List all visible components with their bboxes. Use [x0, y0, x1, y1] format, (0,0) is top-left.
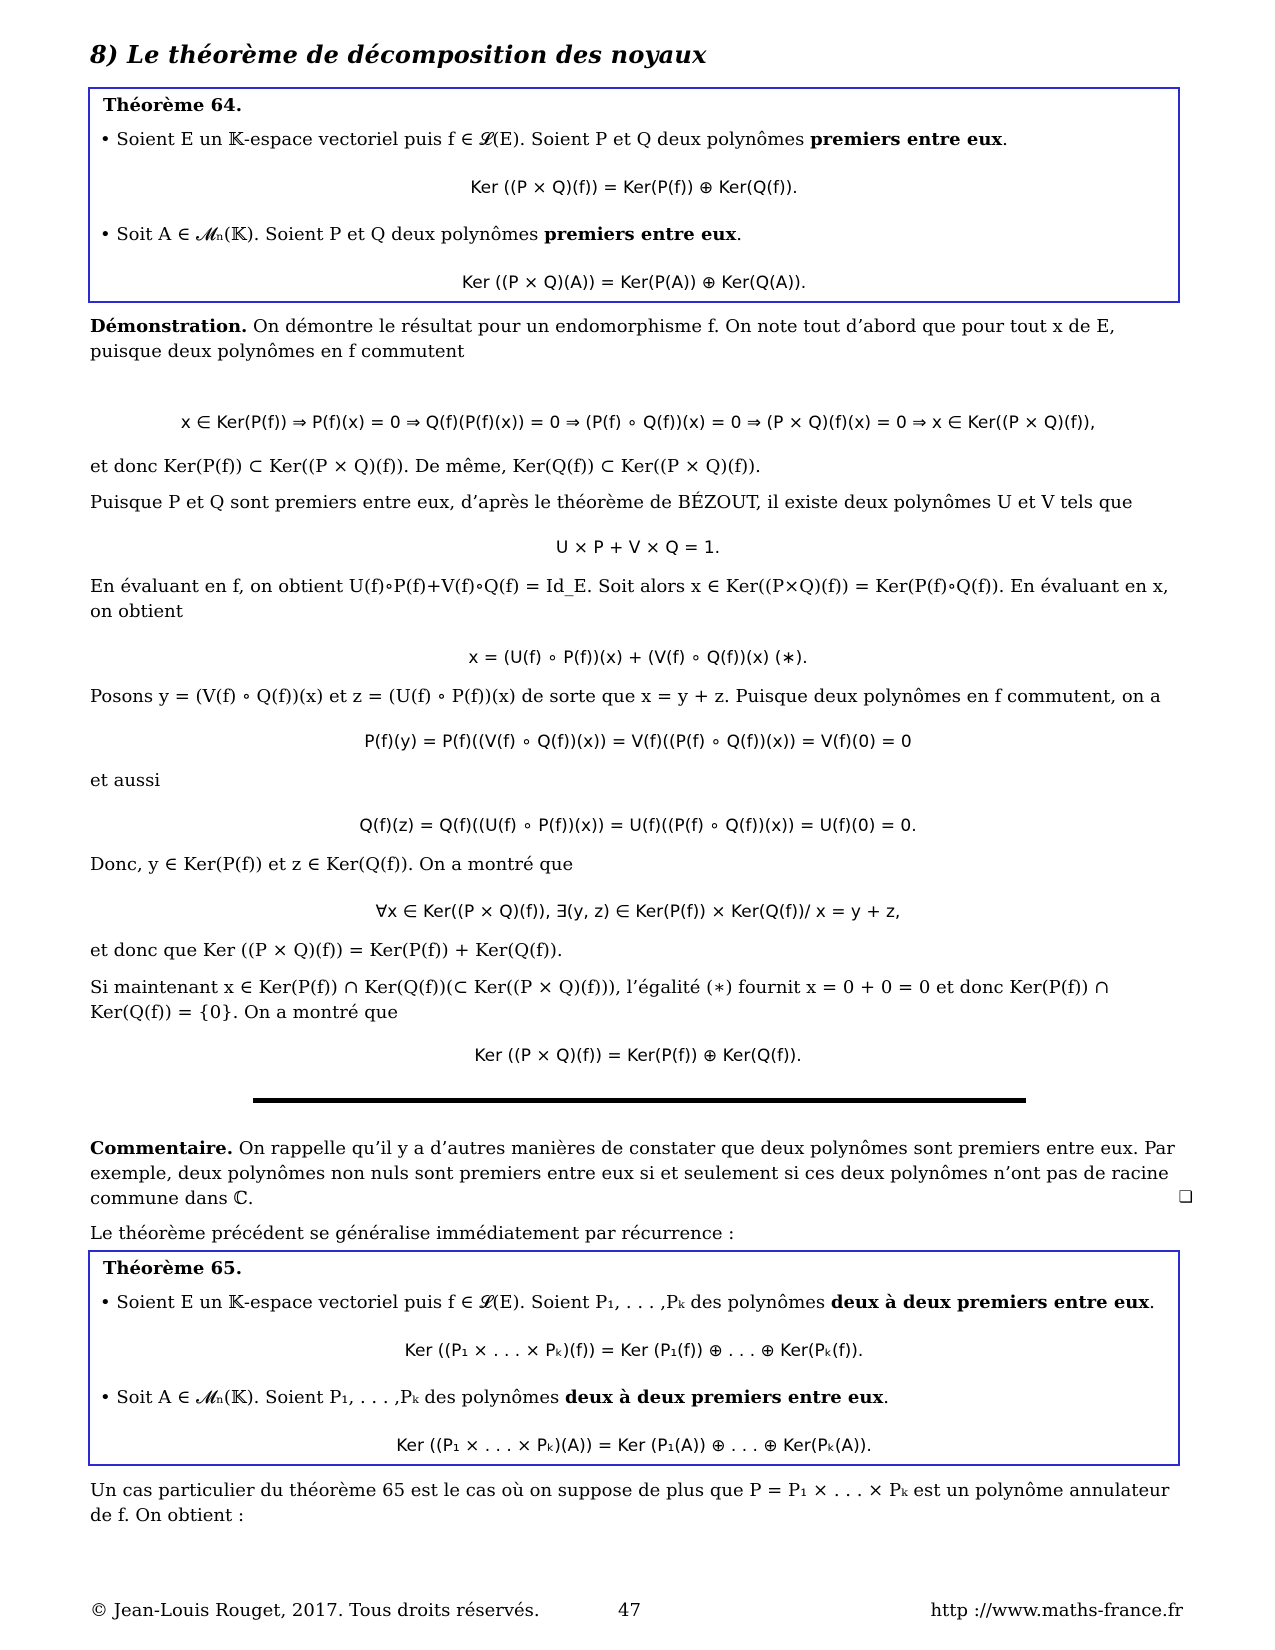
demo-line-5: Posons y = (V(f) ∘ Q(f))(x) et z = (U(f) ∘ P(f))(x) de sorte que x = y + z. Puisque deux polynômes en f commutent, on a — [90, 686, 1161, 707]
comment-paragraph: Commentaire. On rappelle qu’il y a d’autres manières de constater que deux polynômes sont premiers entre eux. Par exemple, deux polynômes non nuls sont premiers entre eux si et seulement si ces deux polynômes n’ont pas de racine commune dans ℂ. — [90, 1138, 1175, 1209]
demo-line-3: Puisque P et Q sont premiers entre eux, d’après le théorème de BÉZOUT, il existe deux polynômes U et V tels que — [90, 492, 1133, 513]
demo-line-7: Donc, y ∈ Ker(P(f)) et z ∈ Ker(Q(f)). On a montré que — [90, 854, 574, 875]
demo-equation-5: Q(f)(z) = Q(f)((U(f) ∘ P(f))(x)) = U(f)((P(f) ∘ Q(f))(x)) = U(f)(0) = 0. — [359, 816, 917, 836]
demo-line-4: En évaluant en f, on obtient U(f)∘P(f)+V(f)∘Q(f) = Id_E. Soit alors x ∈ Ker((P×Q)(f)) = Ker(P(f)∘Q(f)). En évaluant en x, on obtient — [90, 576, 1169, 622]
theorem-64-item-2: • Soit A ∈ 𝓜ₙ(𝕂). Soient P et Q deux polynômes premiers entre eux. — [100, 224, 742, 245]
theorem-65-formula-2: Ker ((P₁ × . . . × Pₖ)(A)) = Ker (P₁(A)) ⊕ . . . ⊕ Ker(Pₖ(A)). — [396, 1436, 872, 1456]
demo-line-6: et aussi — [90, 770, 161, 791]
theorem-64-formula-1: Ker ((P × Q)(f)) = Ker(P(f)) ⊕ Ker(Q(f)). — [470, 178, 798, 198]
theorem-65-title: Théorème 65. — [103, 1258, 242, 1279]
demo-equation-1: x ∈ Ker(P(f)) ⇒ P(f)(x) = 0 ⇒ Q(f)(P(f)(x)) = 0 ⇒ (P(f) ∘ Q(f))(x) = 0 ⇒ (P × Q)(f)(x) = 0 ⇒ x ∈ Ker((P × Q)(f)), — [180, 413, 1096, 433]
demo-equation-7: Ker ((P × Q)(f)) = Ker(P(f)) ⊕ Ker(Q(f)). — [474, 1046, 802, 1066]
theorem-64-box — [88, 87, 1180, 303]
theorem-64-item-1: • Soient E un 𝕂-espace vectoriel puis f ∈ 𝓛(E). Soient P et Q deux polynômes premiers entre eux. — [100, 129, 1008, 150]
demo-equation-4: P(f)(y) = P(f)((V(f) ∘ Q(f))(x)) = V(f)((P(f) ∘ Q(f))(x)) = V(f)(0) = 0 — [364, 732, 912, 752]
demo-equation-6: ∀x ∈ Ker((P × Q)(f)), ∃(y, z) ∈ Ker(P(f)) × Ker(Q(f))/ x = y + z, — [375, 902, 901, 922]
demo-line-9: Si maintenant x ∈ Ker(P(f)) ∩ Ker(Q(f))(⊂ Ker((P × Q)(f))), l’égalité (∗) fournit x = 0 + 0 = 0 et donc Ker(P(f)) ∩ Ker(Q(f)) = {0}. On a montré que — [90, 977, 1110, 1023]
theorem-64-title: Théorème 64. — [103, 95, 242, 116]
theorem-65-box — [88, 1250, 1180, 1466]
theorem-65-item-2: • Soit A ∈ 𝓜ₙ(𝕂). Soient P₁, . . . ,Pₖ des polynômes deux à deux premiers entre eux. — [100, 1387, 889, 1408]
qed-square-icon: ❏ — [1178, 1187, 1193, 1206]
demonstration-intro: Démonstration. On démontre le résultat pour un endomorphisme f. On note tout d’abord que pour tout x de E, puisque deux polynômes en f commutent — [90, 316, 1116, 362]
footer-page-number: 47 — [618, 1600, 641, 1621]
footer-website-link[interactable]: http ://www.maths-france.fr — [930, 1600, 1183, 1621]
generalisation-sentence: Le théorème précédent se généralise immédiatement par récurrence : — [90, 1223, 735, 1244]
theorem-65-item-1: • Soient E un 𝕂-espace vectoriel puis f ∈ 𝓛(E). Soient P₁, . . . ,Pₖ des polynômes deux à deux premiers entre eux. — [100, 1292, 1155, 1313]
demo-line-8: et donc que Ker ((P × Q)(f)) = Ker(P(f)) + Ker(Q(f)). — [90, 940, 563, 961]
theorem-65-formula-1: Ker ((P₁ × . . . × Pₖ)(f)) = Ker (P₁(f)) ⊕ . . . ⊕ Ker(Pₖ(f)). — [404, 1341, 864, 1361]
section-title: 8) Le théorème de décomposition des noyaux — [90, 40, 707, 69]
end-of-proof-rule — [253, 1098, 1026, 1103]
theorem-64-formula-2: Ker ((P × Q)(A)) = Ker(P(A)) ⊕ Ker(Q(A)). — [461, 273, 807, 293]
demo-equation-2: U × P + V × Q = 1. — [555, 538, 721, 558]
demo-line-2: et donc Ker(P(f)) ⊂ Ker((P × Q)(f)). De même, Ker(Q(f)) ⊂ Ker((P × Q)(f)). — [90, 456, 761, 477]
demo-equation-3: x = (U(f) ∘ P(f))(x) + (V(f) ∘ Q(f))(x) (∗). — [468, 648, 808, 668]
final-paragraph: Un cas particulier du théorème 65 est le cas où on suppose de plus que P = P₁ × . . . × Pₖ est un polynôme annulateur de f. On obtient : — [90, 1480, 1170, 1526]
footer-copyright: © Jean-Louis Rouget, 2017. Tous droits réservés. — [90, 1600, 540, 1621]
